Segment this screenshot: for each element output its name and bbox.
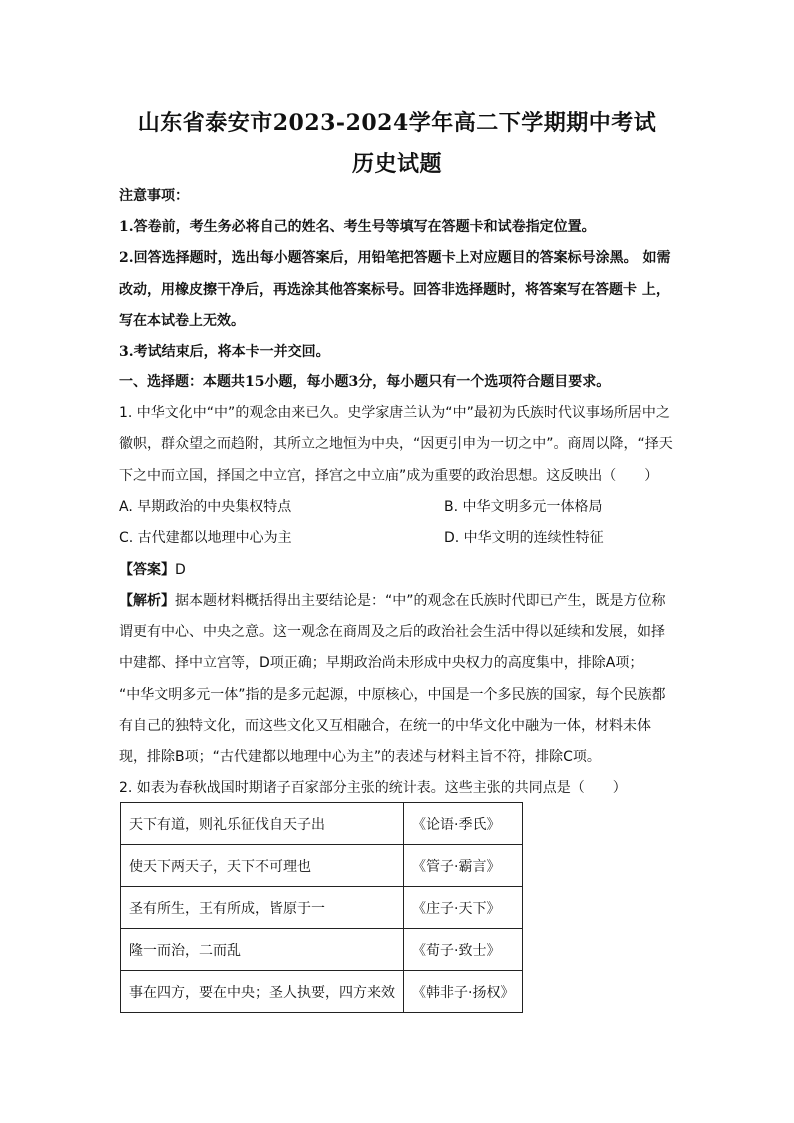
analysis-label: 【解析】	[119, 593, 175, 609]
table-cell-claim: 事在四方，要在中央；圣人执要，四方来效	[121, 971, 404, 1013]
q1-stem-line: 1. 中华文化中“中”的观念由来已久。史学家唐兰认为“中”最初为氏族时代议事场所居中之	[119, 405, 670, 421]
q1-analysis-line: “中华文明多元一体”指的是多元起源，中原核心，中国是一个多民族的国家，每个民族都	[119, 687, 666, 703]
table-row	[121, 803, 523, 845]
table-cell-source: 《韩非子·扬权》	[404, 971, 523, 1013]
analysis-text: 据本题材料概括得出主要结论是：“中”的观念在氏族时代即已产生，既是方位称	[175, 593, 666, 609]
notice-line: 写在本试卷上无效。	[119, 313, 245, 329]
table-row	[121, 929, 523, 971]
table-cell-claim: 天下有道，则礼乐征伐自天子出	[121, 803, 404, 845]
q1-answer	[119, 560, 679, 580]
table-cell-claim: 隆一而治，二而乱	[121, 929, 404, 971]
answer-value: D	[175, 562, 186, 578]
q1-option-b: B. 中华文明多元一体格局	[444, 499, 603, 515]
q1-stem-line: 下之中而立国，择国之中立宫，择宫之中立庙”成为重要的政治思想。这反映出（ ）	[119, 468, 659, 484]
q1-analysis-first	[119, 591, 679, 611]
q1-stem-line: 徽帜，群众望之而趋附，其所立之地恒为中央，“因更引申为一切之中”。商周以降，“择天	[119, 436, 673, 452]
table-row	[121, 887, 523, 929]
notice-line: 1.答卷前，考生务必将自己的姓名、考生号等填写在答题卡和试卷指定位置。	[119, 219, 596, 235]
table-cell-source: 《荀子·致士》	[404, 929, 523, 971]
exam-subject-title: 历史试题	[351, 151, 442, 177]
answer-label: 【答案】	[119, 562, 175, 578]
q1-option-c: C. 古代建都以地理中心为主	[119, 530, 292, 546]
q1-option-d: D. 中华文明的连续性特征	[444, 530, 604, 546]
table-row	[121, 971, 523, 1013]
table-row	[121, 845, 523, 887]
q1-option-a: A. 早期政治的中央集权特点	[119, 499, 292, 515]
section-heading: 一、选择题：本题共15小题，每小题3分，每小题只有一个选项符合题目要求。	[119, 374, 611, 390]
notice-line: 3.考试结束后，将本卡一并交回。	[119, 344, 330, 360]
notice-heading: 注意事项：	[119, 188, 189, 204]
q2-table	[120, 802, 523, 1013]
table-cell-source: 《论语·季氏》	[404, 803, 523, 845]
table-cell-source: 《庄子·天下》	[404, 887, 523, 929]
table-cell-source: 《管子·霸言》	[404, 845, 523, 887]
q1-analysis-line: 现，排除B项；“古代建都以地理中心为主”的表述与材料主旨不符，排除C项。	[119, 749, 601, 765]
q1-analysis-line: 有自己的独特文化，而这些文化又互相融合，在统一的中华文化中融为一体，材料未体	[119, 718, 651, 734]
q2-stem: 2. 如表为春秋战国时期诸子百家部分主张的统计表。这些主张的共同点是（ ）	[119, 780, 627, 796]
notice-line: 改动，用橡皮擦干净后，再选涂其他答案标号。回答非选择题时，将答案写在答题卡 上，	[119, 282, 670, 298]
exam-title: 山东省泰安市2023-2024学年高二下学期期中考试	[137, 110, 657, 136]
table-cell-claim: 使天下两天子，天下不可理也	[121, 845, 404, 887]
q1-analysis-line: 中建都、择中立宫等，D项正确；早期政治尚未形成中央权力的高度集中，排除A项；	[119, 655, 644, 671]
q1-analysis-line: 谓更有中心、中央之意。这一观念在商周及之后的政治社会生活中得以延续和发展，如择	[119, 624, 665, 640]
table-cell-claim: 圣有所生，王有所成，皆原于一	[121, 887, 404, 929]
notice-line: 2.回答选择题时，选出每小题答案后，用铅笔把答题卡上对应题目的答案标号涂黑。 如需	[119, 250, 671, 266]
